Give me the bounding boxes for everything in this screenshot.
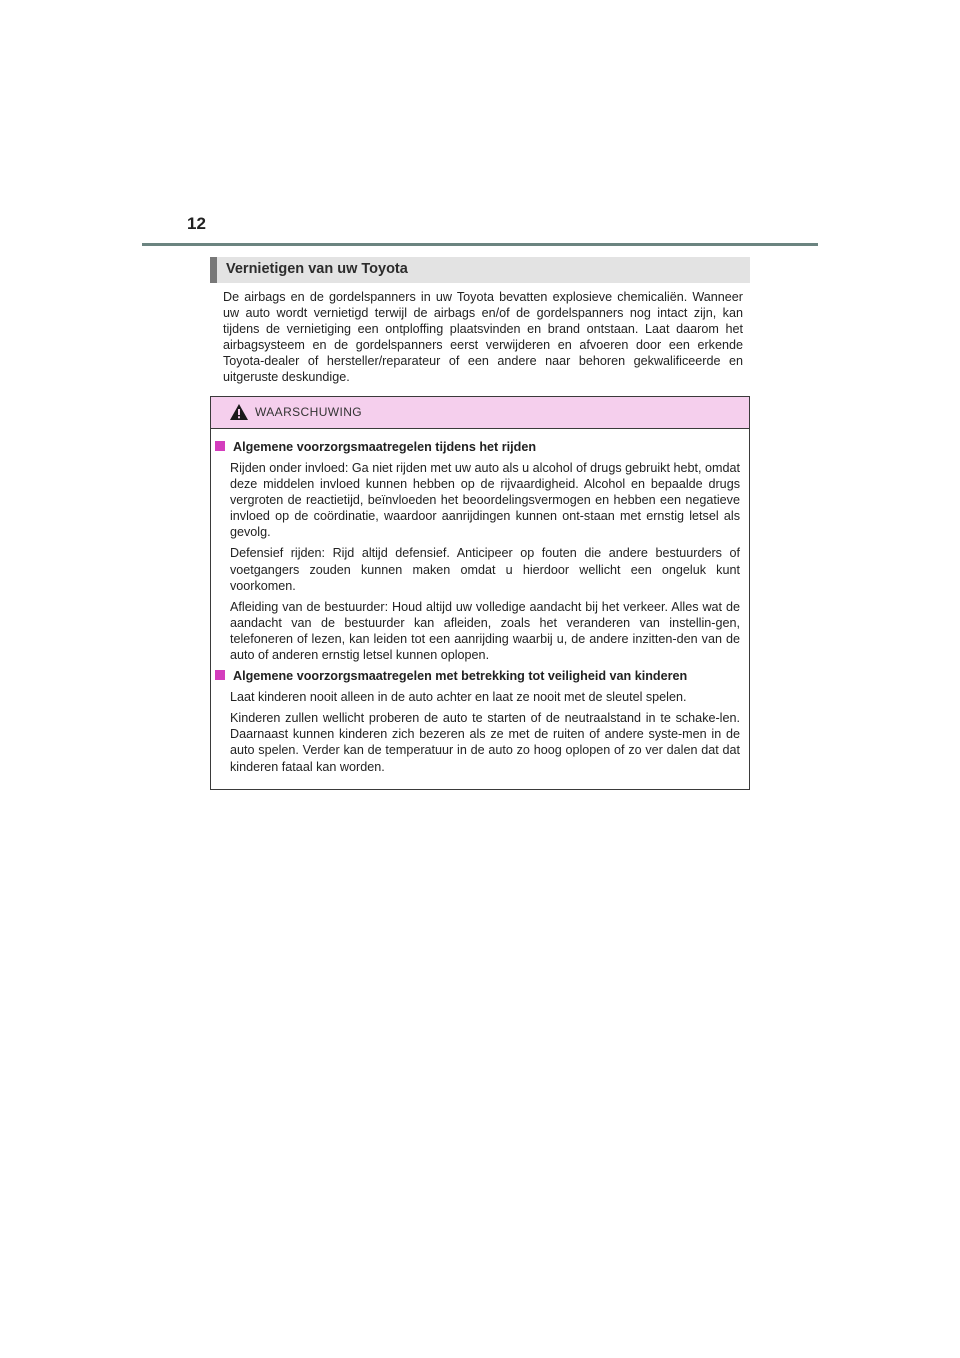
warning-paragraph: Rijden onder invloed: Ga niet rijden met uw auto als u alcohol of drugs gebruikt hebt, omdat deze middelen invloed kunnen hebben op de rijvaardigheid. Alcohol en bepaalde drugs vergroten de reactietijd, beïnvloeden het beoordelingsvermogen en hebben een negatieve invloed op de coördinatie, waardoor aanrijdingen kunnen ont-staan met ernstig letsel als gevolg. xyxy=(230,461,740,540)
warning-heading-driving xyxy=(215,439,749,455)
warning-paragraph: Kinderen zullen wellicht proberen de auto te starten of de neutraalstand in te schake-len. Daarnaast kunnen kinderen zich bezeren als ze met de ruiten of andere syste-men in de auto spelen. Verder kan de temperatuur in de auto zo hoog oplopen of zo ver dalen dat dat kinderen fataal kan worden. xyxy=(230,711,740,774)
intro-paragraph: De airbags en de gordelspanners in uw Toyota bevatten explosieve chemicaliën. Wanneer uw auto wordt vernietigd terwijl de airbags en/of de gordelspanners nog intact zijn, kan tijdens de vernietiging een ontploffing plaatsvinden en brand ontstaan. Laat daarom het airbagsysteem en de gordelspanners eerst verwijderen en afvoeren door een erkende Toyota-dealer of hersteller/reparateur of een andere naar behoren gekwalificeerde en uitgeruste deskundige. xyxy=(223,290,743,385)
page-number: 12 xyxy=(187,214,206,233)
bullet-square-icon xyxy=(215,670,225,680)
heading-text: Algemene voorzorgsmaatregelen tijdens het rijden xyxy=(233,440,537,454)
warning-heading-children xyxy=(215,668,749,684)
warning-box xyxy=(210,396,750,790)
warning-body xyxy=(211,439,749,780)
warning-label: WAARSCHUWING xyxy=(255,405,363,419)
section-header-bar xyxy=(210,257,217,283)
warning-triangle-icon xyxy=(229,403,249,421)
section-header xyxy=(210,257,750,283)
warning-paragraph: Afleiding van de bestuurder: Houd altijd uw volledige aandacht bij het verkeer. Alles wat de aandacht van de bestuurder kan afleiden, zoals het veranderen van instellin-gen, telefoneren of lezen, kan leiden tot een aanrijding waarbij u, de andere inzitten-den van de auto of anderen ernstig letsel kunnen oplopen. xyxy=(230,599,740,663)
warning-header xyxy=(211,397,749,429)
section-title: Vernietigen van uw Toyota xyxy=(226,261,408,277)
heading-text: Algemene voorzorgsmaatregelen met betrekking tot veiligheid van kinderen xyxy=(233,669,688,684)
warning-paragraph: Defensief rijden: Rijd altijd defensief. Anticipeer op fouten die andere bestuurders of voetgangers zouden kunnen maken omdat u hierdoor wellicht een ongeluk kunt voorkomen. xyxy=(230,546,740,593)
header-rule xyxy=(142,243,818,246)
warning-paragraph: Laat kinderen nooit alleen in de auto achter en laat ze nooit met de sleutel spelen. xyxy=(230,690,687,705)
bullet-square-icon xyxy=(215,441,225,451)
